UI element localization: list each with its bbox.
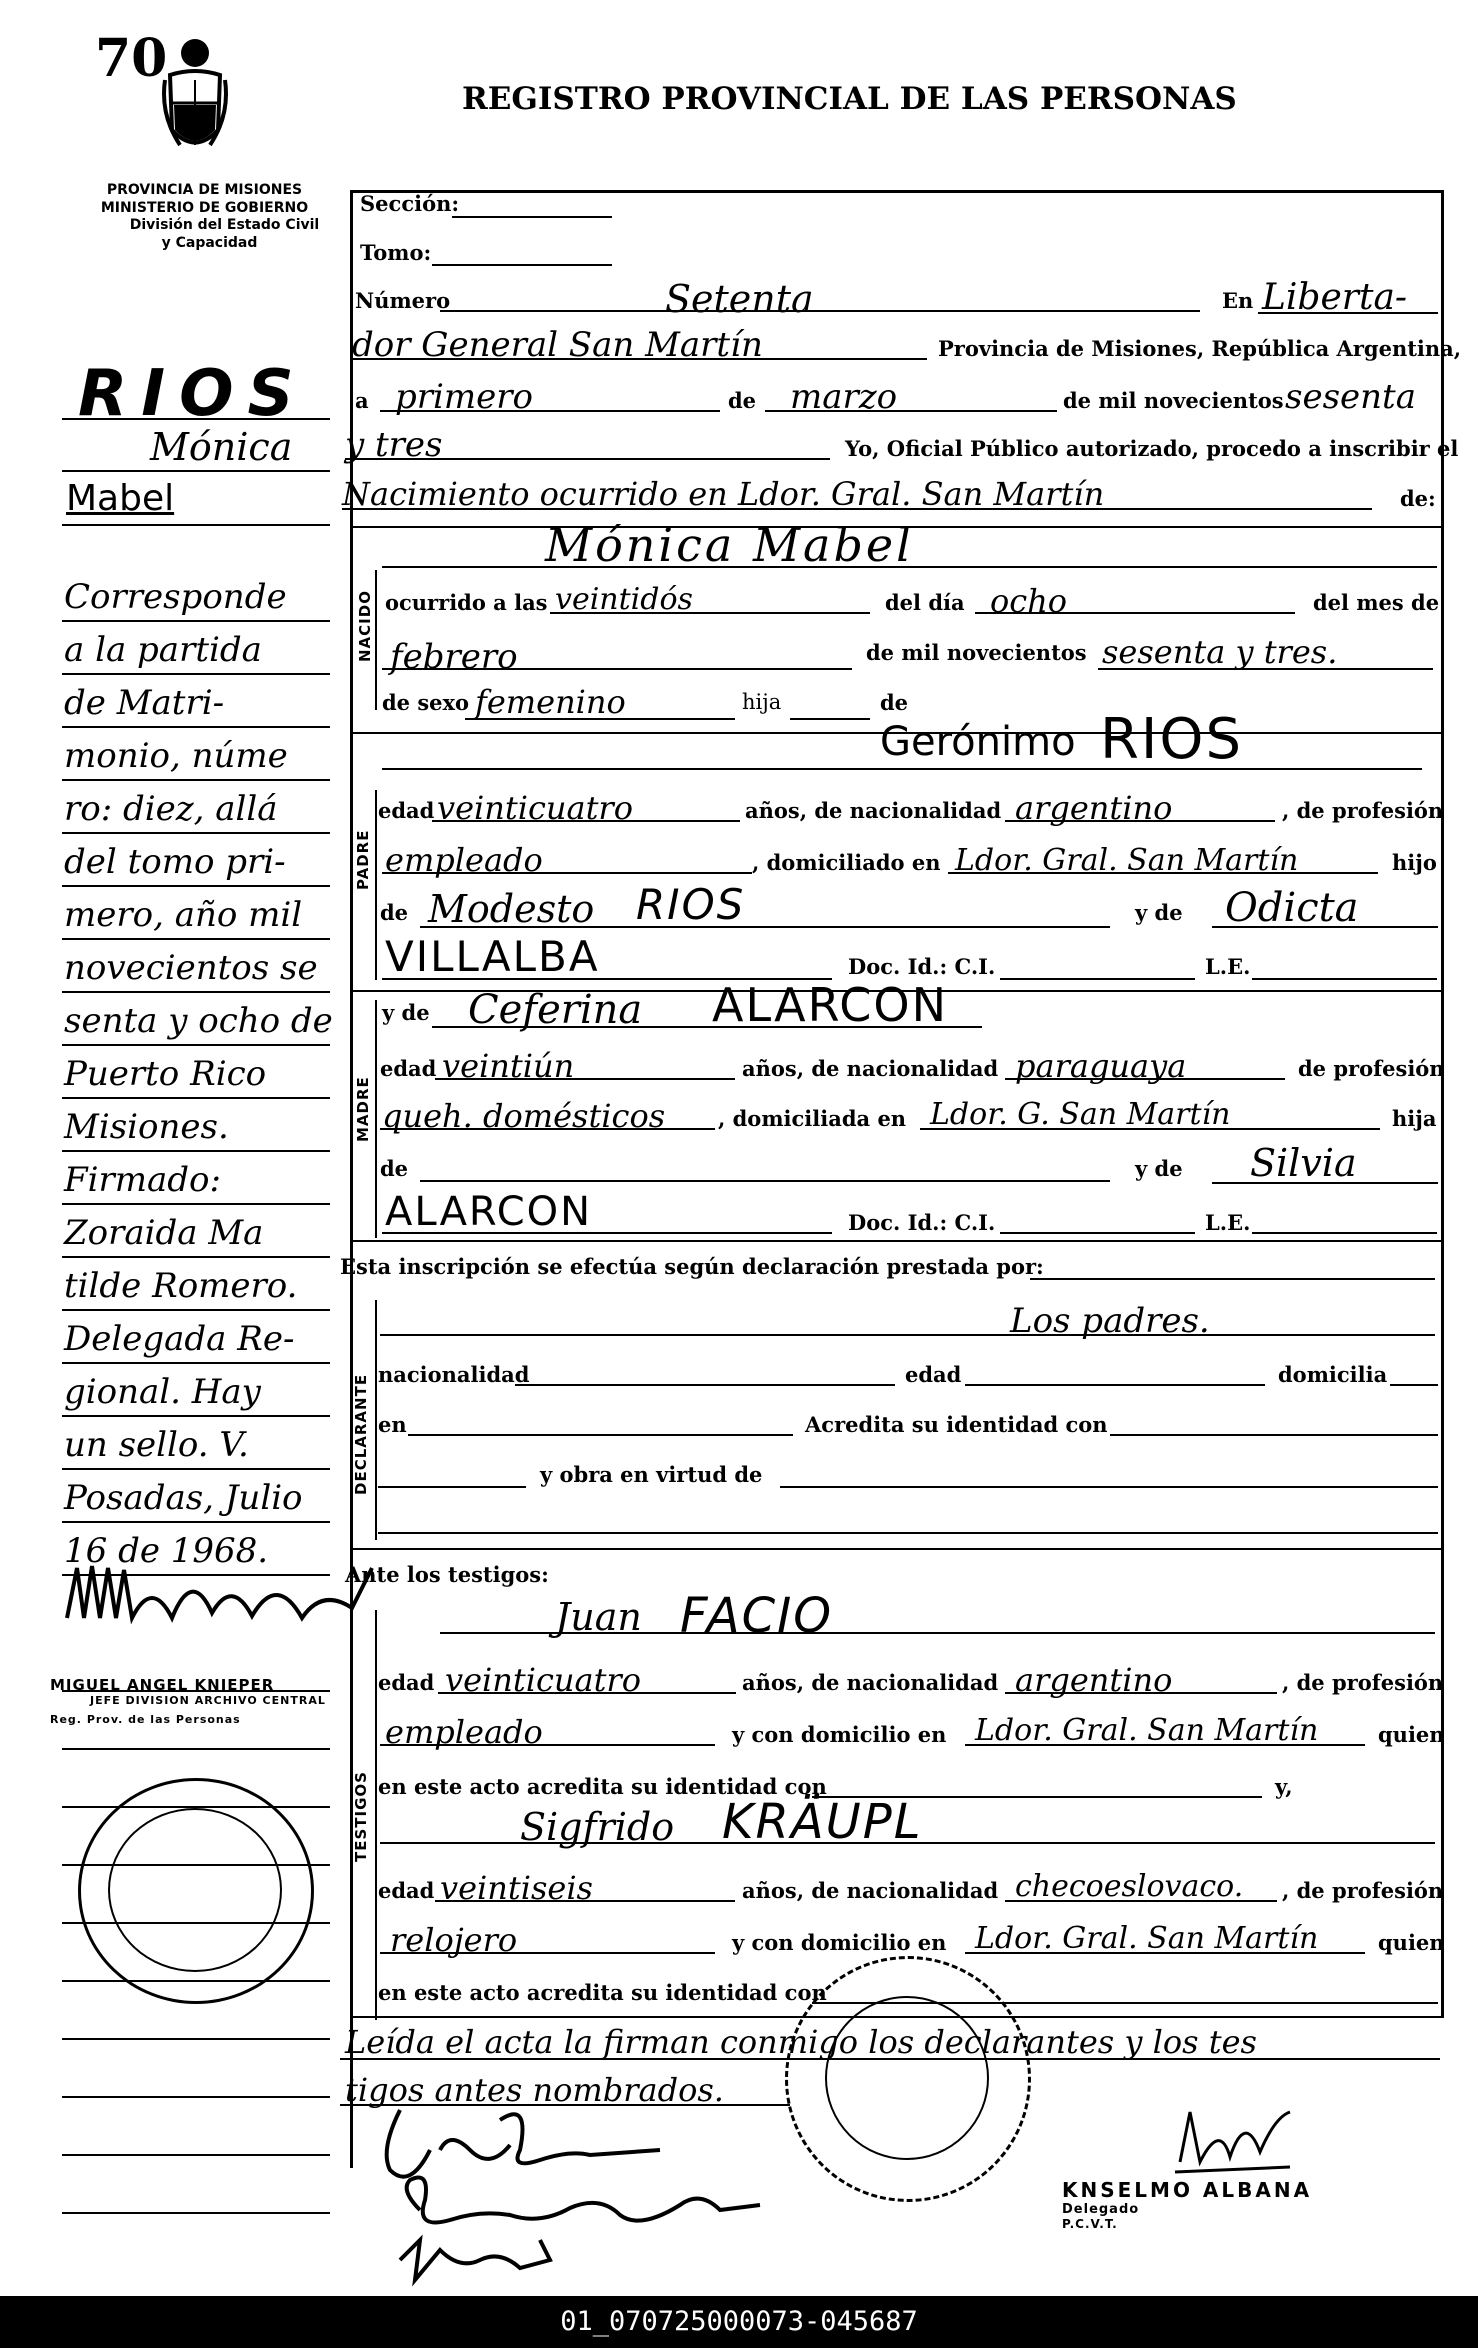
declarante-nac-label: nacionalidad xyxy=(378,1362,530,1387)
madre-edad-value: veintiún xyxy=(442,1047,575,1085)
margin-rule xyxy=(62,673,330,675)
official-signature-icon xyxy=(1170,2092,1300,2182)
nacido-divider xyxy=(375,570,377,710)
closing-line-2: tigos antes nombrados. xyxy=(345,2071,724,2109)
margin-note-line: ro: diez, allá xyxy=(64,789,278,829)
testigo2-prof-label: , de profesión xyxy=(1282,1878,1444,1903)
madre-hija-label: hija xyxy=(1392,1106,1437,1131)
testigo1-nac-value: argentino xyxy=(1015,1661,1173,1699)
testigo1-dom-label: y con domicilio en xyxy=(732,1722,947,1747)
margin-stamp-line: Reg. Prov. de las Personas xyxy=(50,1713,241,1726)
testigo1-name-field xyxy=(440,1632,1435,1634)
padre-hijo-label: hijo xyxy=(1392,850,1437,875)
madre-label: MADRE xyxy=(354,1076,372,1142)
padre-mother-field xyxy=(1212,926,1438,928)
padre-y-de-label: y de xyxy=(1135,900,1183,925)
margin-rule xyxy=(62,1748,330,1750)
padre-dom-value: Ldor. Gral. San Martín xyxy=(955,843,1299,878)
year-value-2: y tres xyxy=(345,425,443,465)
nacido-name: Mónica Mabel xyxy=(545,518,914,572)
testigo2-nac-label: años, de nacionalidad xyxy=(742,1878,999,1903)
declarante-value-field xyxy=(380,1334,1435,1336)
declarante-intro: Esta inscripción se efectúa según declaración prestada por: xyxy=(340,1254,1044,1279)
year-field-2 xyxy=(345,458,830,460)
testigos-top-rule xyxy=(350,1548,1443,1550)
anio-value: sesenta y tres. xyxy=(1102,633,1338,671)
place-value-1: Liberta- xyxy=(1262,277,1408,318)
testigo2-edad-label: edad xyxy=(378,1878,435,1903)
margin-note-line: novecientos se xyxy=(64,948,318,988)
padre-le-field xyxy=(1252,978,1437,980)
testigo2-dom-label: y con domicilio en xyxy=(732,1930,947,1955)
testigo1-dom-value: Ldor. Gral. San Martín xyxy=(975,1713,1319,1748)
margin-given-2: Mabel xyxy=(66,478,175,519)
day-value: primero xyxy=(395,377,533,417)
hija-field xyxy=(790,718,870,720)
testigo2-surname: KRÄUPL xyxy=(722,1794,923,1850)
testigo2-dom-value: Ldor. Gral. San Martín xyxy=(975,1921,1319,1956)
margin-rule xyxy=(62,1203,330,1205)
padre-edad-value: veinticuatro xyxy=(437,789,633,827)
page-number: 70 xyxy=(95,28,168,89)
declarante-intro-field xyxy=(1030,1278,1435,1280)
org-line: División del Estado Civil xyxy=(129,217,320,233)
margin-rule xyxy=(62,470,330,472)
declarante-extra-field xyxy=(378,1532,1438,1534)
declarante-obra-field xyxy=(780,1486,1438,1488)
testigo2-edad-field xyxy=(435,1900,735,1902)
margin-note-line: Posadas, Julio xyxy=(64,1478,303,1518)
padre-mother-surname: VILLALBA xyxy=(385,932,600,981)
margin-note-line: senta y ocho de xyxy=(64,1001,333,1041)
madre-nac-label: años, de nacionalidad xyxy=(742,1056,999,1081)
margin-note-line: mero, año mil xyxy=(64,895,303,935)
madre-le-label: L.E. xyxy=(1205,1210,1251,1235)
testigo2-name-field xyxy=(380,1842,1435,1844)
numero-label: Número xyxy=(355,288,451,313)
testigo2-prof-value: relojero xyxy=(390,1921,518,1959)
testigos-divider xyxy=(375,1610,377,2020)
declarante-acredita-field xyxy=(1110,1434,1438,1436)
testigos-label: TESTIGOS xyxy=(352,1771,370,1862)
margin-note-line: tilde Romero. xyxy=(64,1266,298,1306)
padre-de-label: de xyxy=(380,900,409,925)
declarante-divider xyxy=(375,1300,377,1540)
madre-nac-field xyxy=(1005,1078,1285,1080)
margin-rule xyxy=(62,2038,330,2040)
testigo1-edad-value: veinticuatro xyxy=(445,1661,641,1699)
padre-doc-field xyxy=(1000,978,1195,980)
sexo-label: de sexo xyxy=(382,690,470,715)
padre-doc-label: Doc. Id.: C.I. xyxy=(848,954,996,979)
testigo1-prof-field xyxy=(380,1744,715,1746)
madre-name-field xyxy=(432,1026,982,1028)
registry-seal-inner xyxy=(825,1996,989,2160)
testigo1-surname: FACIO xyxy=(680,1588,834,1644)
margin-note-line: de Matri- xyxy=(64,683,225,723)
padre-name: Gerónimo xyxy=(880,719,1076,765)
margin-rule xyxy=(62,779,330,781)
testigo1-prof-label: , de profesión xyxy=(1282,1670,1444,1695)
margin-rule xyxy=(62,1097,330,1099)
margin-rule xyxy=(62,1150,330,1152)
margin-seal-inner xyxy=(108,1808,282,1972)
padre-mother-value: Odicta xyxy=(1225,885,1359,931)
nacido-label: NACIDO xyxy=(356,590,374,662)
margin-note-line: Corresponde xyxy=(64,577,287,617)
margin-given-1: Mónica xyxy=(150,425,293,469)
margin-rule xyxy=(62,991,330,993)
margin-note-line: un sello. V. xyxy=(64,1425,249,1465)
de-label: de xyxy=(728,388,757,413)
testigo2-prof-field xyxy=(380,1952,715,1954)
declarante-obra-label: y obra en virtud de xyxy=(540,1462,763,1487)
margin-rule xyxy=(62,1415,330,1417)
madre-doc-label: Doc. Id.: C.I. xyxy=(848,1210,996,1235)
margin-stamp-line: JEFE DIVISION ARCHIVO CENTRAL xyxy=(90,1694,326,1707)
margin-rule xyxy=(62,620,330,622)
a-label: a xyxy=(355,388,369,413)
madre-dom-value: Ldor. G. San Martín xyxy=(930,1097,1231,1132)
page-title: REGISTRO PROVINCIAL DE LAS PERSONAS xyxy=(462,81,1237,117)
madre-divider xyxy=(375,1000,377,1238)
place-value-2: dor General San Martín xyxy=(352,325,763,365)
padre-father-value: Modesto xyxy=(428,887,595,931)
margin-rule xyxy=(62,2212,330,2214)
margin-note-line: Delegada Re- xyxy=(64,1319,295,1359)
margin-rule xyxy=(62,885,330,887)
madre-mother-value: Silvia xyxy=(1250,1141,1357,1185)
margin-rule xyxy=(62,2096,330,2098)
padre-dom-field xyxy=(948,872,1378,874)
testigo1-edad-field xyxy=(438,1692,736,1694)
org-block xyxy=(72,182,337,252)
signatures-icon xyxy=(360,2090,810,2290)
anio-field xyxy=(1098,668,1433,670)
testigo2-nac-value: checoeslovaco. xyxy=(1015,1869,1244,1904)
testigo2-acredita-label: en este acto acredita su identidad con xyxy=(378,1980,827,2005)
margin-stamp-line: MIGUEL ANGEL KNIEPER xyxy=(50,1676,275,1694)
madre-prof-label: de profesión xyxy=(1298,1056,1445,1081)
testigo2-dom-field xyxy=(965,1952,1365,1954)
nacido-de-label: de xyxy=(880,690,909,715)
org-line: y Capacidad xyxy=(161,234,258,251)
margin-note-line: gional. Hay xyxy=(64,1372,261,1412)
padre-father-field xyxy=(420,926,1110,928)
declarante-acredita-label: Acredita su identidad con xyxy=(805,1412,1108,1437)
margin-rule xyxy=(62,2154,330,2156)
testigo1-nac-label: años, de nacionalidad xyxy=(742,1670,999,1695)
testigo1-edad-label: edad xyxy=(378,1670,435,1695)
org-line: MINISTERIO DE GOBIERNO xyxy=(100,199,309,216)
madre-name: Ceferina xyxy=(468,987,643,1033)
padre-label: PADRE xyxy=(354,829,372,890)
del-mes-label: del mes de xyxy=(1313,590,1440,615)
ocurrido-label: ocurrido a las xyxy=(385,590,548,615)
tomo-field xyxy=(432,264,612,266)
padre-nac-field xyxy=(1005,820,1275,822)
declarante-en-field xyxy=(408,1434,793,1436)
testigo2-edad-value: veintiseis xyxy=(440,1869,593,1907)
testigo1-acredita-label: en este acto acredita su identidad con xyxy=(378,1774,827,1799)
year-label: de mil novecientos xyxy=(1063,388,1284,413)
madre-mother-field xyxy=(1212,1182,1438,1184)
mes-value: febrero xyxy=(390,637,518,677)
testigos-intro: Ante los testigos: xyxy=(345,1562,549,1587)
madre-edad-label: edad xyxy=(380,1056,437,1081)
official-stamp-loc: P.C.V.T. xyxy=(1062,2217,1118,2231)
oficial-text: Yo, Oficial Público autorizado, procedo a inscribir el xyxy=(845,436,1459,461)
margin-note-line: 16 de 1968. xyxy=(64,1531,269,1571)
padre-le-label: L.E. xyxy=(1205,954,1251,979)
margin-note-line: Firmado: xyxy=(64,1160,221,1200)
declarante-dom-field xyxy=(1390,1384,1438,1386)
declarante-en-label: en xyxy=(378,1412,407,1437)
tomo-label: Tomo: xyxy=(360,240,432,265)
padre-prof-field xyxy=(382,872,752,874)
seccion-label: Sección: xyxy=(360,191,460,216)
nacido-name-field xyxy=(382,566,1437,568)
sexo-value: femenino xyxy=(475,683,626,721)
padre-father-surname: RIOS xyxy=(636,880,746,929)
padre-prof-label: , de profesión xyxy=(1282,798,1444,823)
place-field-1 xyxy=(1258,312,1438,314)
en-label: En xyxy=(1222,288,1254,313)
document-id-bar: 01_070725000073-045687 xyxy=(0,2296,1478,2348)
margin-rule xyxy=(62,418,330,420)
madre-y-de-label: y de xyxy=(382,1000,430,1025)
numero-field xyxy=(440,310,1200,312)
margin-surname: RIOS xyxy=(78,357,308,431)
day-field xyxy=(380,410,720,412)
declarante-dom-label: domicilia xyxy=(1278,1362,1388,1387)
de-end-label: de: xyxy=(1400,486,1436,511)
declarante-top-rule xyxy=(350,1240,1443,1242)
margin-note-line: Puerto Rico xyxy=(64,1054,267,1094)
margin-signature-icon xyxy=(62,1548,382,1638)
declarante-value: Los padres. xyxy=(1010,1301,1210,1341)
sexo-field xyxy=(465,718,735,720)
official-stamp xyxy=(1062,2178,1362,2231)
madre-mother-surname-field xyxy=(382,1232,832,1234)
form-top-border xyxy=(350,190,1443,193)
acto-value: Nacimiento ocurrido en Ldor. Gral. San Martín xyxy=(342,475,1105,513)
testigo1-name: Juan xyxy=(555,1595,642,1639)
coat-of-arms-icon xyxy=(160,35,230,170)
declarante-label: DECLARANTE xyxy=(352,1373,370,1495)
madre-de-label: de xyxy=(380,1156,409,1181)
madre-edad-field xyxy=(435,1078,735,1080)
padre-name-field xyxy=(382,768,1422,770)
mil-label: de mil novecientos xyxy=(866,640,1087,665)
padre-nac-label: años, de nacionalidad xyxy=(745,798,1002,823)
padre-nac-value: argentino xyxy=(1015,789,1173,827)
org-line: PROVINCIA DE MISIONES xyxy=(106,182,303,198)
numero-value: Setenta xyxy=(665,277,814,321)
declarante-nac-field xyxy=(515,1384,895,1386)
official-stamp-role: Delegado xyxy=(1062,2202,1140,2217)
margin-rule xyxy=(62,726,330,728)
madre-le-field xyxy=(1252,1232,1437,1234)
margin-rule xyxy=(62,1256,330,1258)
official-stamp-name: KNSELMO ALBANA xyxy=(1062,2178,1313,2202)
madre-prof-field xyxy=(380,1128,715,1130)
madre-doc-field xyxy=(1000,1232,1195,1234)
year-value-1: sesenta xyxy=(1285,377,1416,417)
seccion-field xyxy=(452,216,612,218)
margin-note-line: Zoraida Ma xyxy=(64,1213,264,1253)
closing-line-1: Leída el acta la firman conmigo los declarantes y los tes xyxy=(345,2023,1257,2061)
testigo1-dom-field xyxy=(965,1744,1365,1746)
margin-rule xyxy=(62,524,330,526)
testigo2-nac-field xyxy=(1005,1900,1277,1902)
madre-surname: ALARCON xyxy=(712,978,949,1032)
margin-note-line: monio, núme xyxy=(64,736,288,776)
margin-stamp xyxy=(50,1676,340,1726)
margin-signature xyxy=(62,1548,382,1638)
margin-rule xyxy=(62,938,330,940)
margin-note-line: del tomo pri- xyxy=(64,842,286,882)
declarante-edad-label: edad xyxy=(905,1362,962,1387)
margin-rule xyxy=(62,832,330,834)
place-field-2 xyxy=(352,358,927,360)
hour-field xyxy=(550,612,870,614)
madre-father-field xyxy=(420,1180,1110,1182)
madre-y-de2-label: y de xyxy=(1135,1156,1183,1181)
provincia-text: Provincia de Misiones, República Argentina, xyxy=(938,336,1462,361)
acto-field xyxy=(342,508,1372,510)
padre-edad-label: edad xyxy=(378,798,435,823)
madre-dom-label: , domiciliada en xyxy=(718,1106,907,1131)
del-dia-label: del día xyxy=(885,590,965,615)
dia-value: ocho xyxy=(990,582,1068,620)
mes-field xyxy=(382,668,852,670)
padre-divider xyxy=(375,790,377,980)
month-field xyxy=(765,410,1057,412)
padre-prof-value: empleado xyxy=(385,841,543,879)
declarante-obra-pre-field xyxy=(378,1486,526,1488)
margin-rule xyxy=(62,1044,330,1046)
dia-field xyxy=(975,612,1295,614)
month-value: marzo xyxy=(790,377,898,417)
testigo1-nac-field xyxy=(1005,1692,1277,1694)
margin-rule xyxy=(62,1468,330,1470)
testigo2-name: Sigfrido xyxy=(520,1805,675,1849)
testigo1-quien-label: quien xyxy=(1378,1722,1445,1747)
madre-nac-value: paraguaya xyxy=(1015,1047,1187,1085)
margin-note-line: a la partida xyxy=(64,630,262,670)
hour-value: veintidós xyxy=(555,582,693,617)
declarante-edad-field xyxy=(965,1384,1265,1386)
margin-note-line: Misiones. xyxy=(64,1107,229,1147)
padre-dom-label: , domiciliado en xyxy=(752,850,941,875)
padre-surname: RIOS xyxy=(1100,707,1244,772)
margin-rule xyxy=(62,1309,330,1311)
padre-edad-field xyxy=(432,820,740,822)
hija-value: hija xyxy=(742,690,782,714)
testigo1-y-label: y, xyxy=(1275,1774,1293,1799)
testigo2-quien-label: quien xyxy=(1378,1930,1445,1955)
madre-prof-value: queh. domésticos xyxy=(382,1097,666,1135)
testigo1-prof-value: empleado xyxy=(385,1713,543,1751)
madre-mother-surname: ALARCON xyxy=(385,1189,593,1235)
margin-rule xyxy=(62,1362,330,1364)
margin-rule xyxy=(62,1521,330,1523)
madre-dom-field xyxy=(920,1128,1380,1130)
